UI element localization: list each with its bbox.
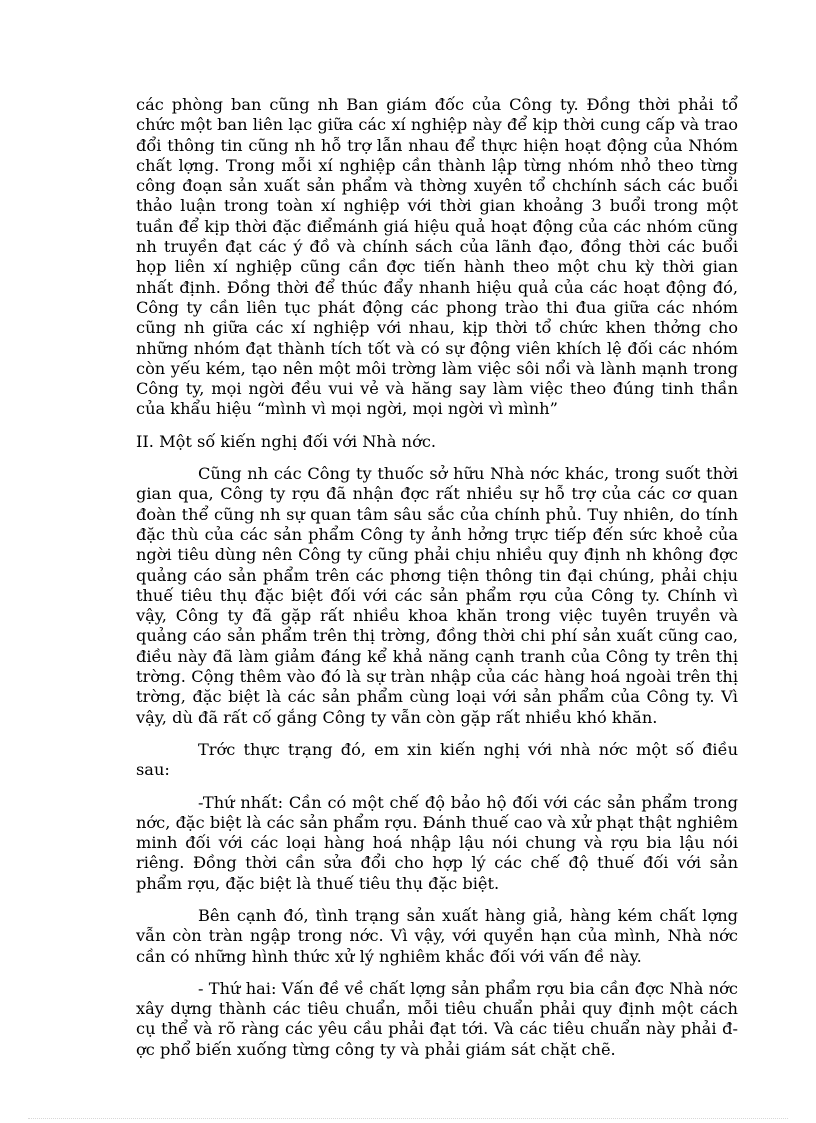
paragraph-4: Bên cạnh đó, tình trạng sản xuất hàng giả, hàng kém chất lợng vẫn còn tràn ngập trong nớc. Vì vậy, với quyền hạn của mình, Nhà nớc cần có những hình thức xử lý nghiêm khắc đối với vấn đề này. xyxy=(136,905,738,966)
spacer xyxy=(136,728,738,740)
document-page xyxy=(136,95,738,1060)
page-bottom-rule xyxy=(28,1118,788,1119)
spacer xyxy=(136,420,738,430)
section-heading: II. Một số kiến nghị đối với Nhà nớc. xyxy=(136,431,437,451)
paragraph-5: - Thứ hai: Vấn đề về chất lợng sản phẩm rợu bia cần đợc Nhà nớc xây dựng thành các tiêu chuẩn, mỗi tiêu chuẩn phải quy định một cách cụ thể và rõ ràng các yêu cầu phải đạt tới. Và các tiêu chuẩn này phải đợc phổ biến xuống từng công ty và phải giám sát chặt chẽ. xyxy=(136,978,738,1059)
spacer xyxy=(136,894,738,906)
spacer xyxy=(136,967,738,979)
intro-paragraph: các phòng ban cũng nh Ban giám đốc của Công ty. Đồng thời phải tổ chức một ban liên lạc giữa các xí nghiệp này để kịp thời cung cấp và trao đổi thông tin cũng nh hỗ trợ lẫn nhau để thực hiện hoạt động của Nhóm chất lợng. Trong mỗi xí nghiệp cần thành lập từng nhóm nhỏ theo từng công đoạn sản xuất sản phẩm và thờng xuyên tổ chchính sách các buổi thảo luận trong toàn xí nghiệp với thời gian khoảng 3 buổi trong một tuần để kịp thời đặc điểmánh giá hiệu quả hoạt động của các nhóm cũng nh truyền đạt các ý đồ và chính sách của lãnh đạo, đồng thời các buổi họp liên xí nghiệp cũng cần đợc tiến hành theo một chu kỳ thời gian nhất định. Đồng thời để thúc đẩy nhanh hiệu quả của các hoạt động đó, Công ty cần liên tục phát động các phong trào thi đua giữa các nhóm cũng nh giữa các xí nghiệp với nhau, kịp thời tổ chức khen thởng cho những nhóm đạt thành tích tốt và có sự động viên khích lệ đối các nhóm còn yếu kém, tạo nên một môi trờng làm việc sôi nổi và lành mạnh trong Công ty, mọi ngời đều vui vẻ và hăng say làm việc theo đúng tinh thần của khẩu hiệu “mình vì mọi ngời, mọi ngời vì mình” xyxy=(136,95,738,419)
spacer xyxy=(136,781,738,793)
paragraph-3: -Thứ nhất: Cần có một chế độ bảo hộ đối với các sản phẩm trong nớc, đặc biệt là các sản phẩm rợu. Đánh thuế cao và xử phạt thật nghiêm minh đối với các loại hàng hoá nhập lậu nói chung và rợu bia lậu nói riêng. Đồng thời cần sửa đổi cho hợp lý các chế độ thuế đối với sản phẩm rợu, đặc biệt là thuế tiêu thụ đặc biệt. xyxy=(136,792,738,893)
paragraph-2: Trớc thực trạng đó, em xin kiến nghị với nhà nớc một số điều sau: xyxy=(136,739,738,780)
paragraph-1: Cũng nh các Công ty thuốc sở hữu Nhà nớc khác, trong suốt thời gian qua, Công ty rợu đã nhận đợc rất nhiều sự hỗ trợ của các cơ quan đoàn thể cũng nh sự quan tâm sâu sắc của chính phủ. Tuy nhiên, do tính đặc thù của các sản phẩm Công ty ảnh hởng trực tiếp đến sức khoẻ của ngời tiêu dùng nên Công ty cũng phải chịu nhiều quy định nh không đợc quảng cáo sản phẩm trên các phơng tiện thông tin đại chúng, phải chịu thuế tiêu thụ đặc biệt đối với các sản phẩm rợu của Công ty. Chính vì vậy, Công ty đã gặp rất nhiều khoa khăn trong việc tuyên truyền và quảng cáo sản phẩm trên thị trờng, đồng thời chi phí sản xuất cũng cao, điều này đã làm giảm đáng kể khả năng cạnh tranh của Công ty trên thị trờng. Cộng thêm vào đó là sự tràn nhập của các hàng hoá ngoài trên thị trờng, đặc biệt là các sản phẩm cùng loại với sản phẩm của Công ty. Vì vậy, dù đã rất cố gắng Công ty vẫn còn gặp rất nhiều khó khăn. xyxy=(136,464,738,727)
